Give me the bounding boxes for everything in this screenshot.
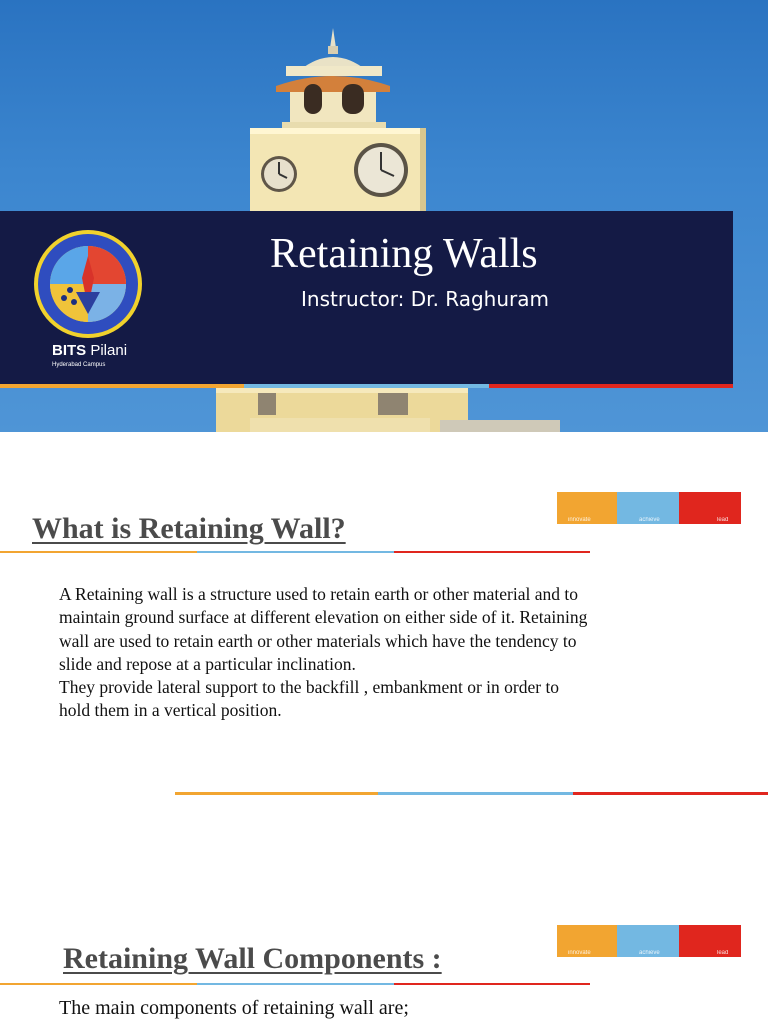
heading-rule-orange [0,551,197,553]
institute-name-bold: BITS [52,342,87,359]
motto-innovate-2: innovate [557,925,617,957]
motto-achieve-2: achieve [617,925,679,957]
bits-logo [28,228,148,340]
motto-innovate: innovate [557,492,617,524]
slide-heading-components: Retaining Wall Components : [63,942,442,975]
institute-name-rest: Pilani [86,342,128,359]
heading-rule-blue [197,551,394,553]
footer-rule-orange [175,792,378,795]
footer-rule-blue [378,792,573,795]
instructor-name: Instructor: Dr. Raghuram [301,287,549,311]
title-slide [0,0,768,432]
stripe-red [489,384,733,388]
definition-text [59,583,589,723]
campus-name: Hyderabad Campus [52,362,106,368]
components-intro: The main components of retaining wall are; [59,997,409,1019]
stripe-orange [0,384,244,388]
heading-rule-red-2 [394,983,590,985]
heading-rule-red [394,551,590,553]
institute-name [52,342,127,360]
motto-lead: lead [679,492,741,524]
motto-badge-2 [557,925,741,957]
heading-rule-orange-2 [0,983,197,985]
motto-badge [557,492,741,524]
motto-lead-2: lead [679,925,741,957]
definition-paragraph-1: A Retaining wall is a structure used to retain earth or other material and to maintain ground surface at different elevation on either side of it. Retaining wall are used to retain earth or other materials which have the tendency to slide and repose at a particular inclination. [59,584,588,674]
footer-rule-red [573,792,768,795]
definition-paragraph-2: They provide lateral support to the backfill , embankment or in order to hold them in a vertical position. [59,677,560,721]
slide-heading-definition: What is Retaining Wall? [32,512,346,545]
motto-achieve: achieve [617,492,679,524]
heading-rule-blue-2 [197,983,394,985]
stripe-blue [244,384,489,388]
presentation-title: Retaining Walls [270,231,538,277]
